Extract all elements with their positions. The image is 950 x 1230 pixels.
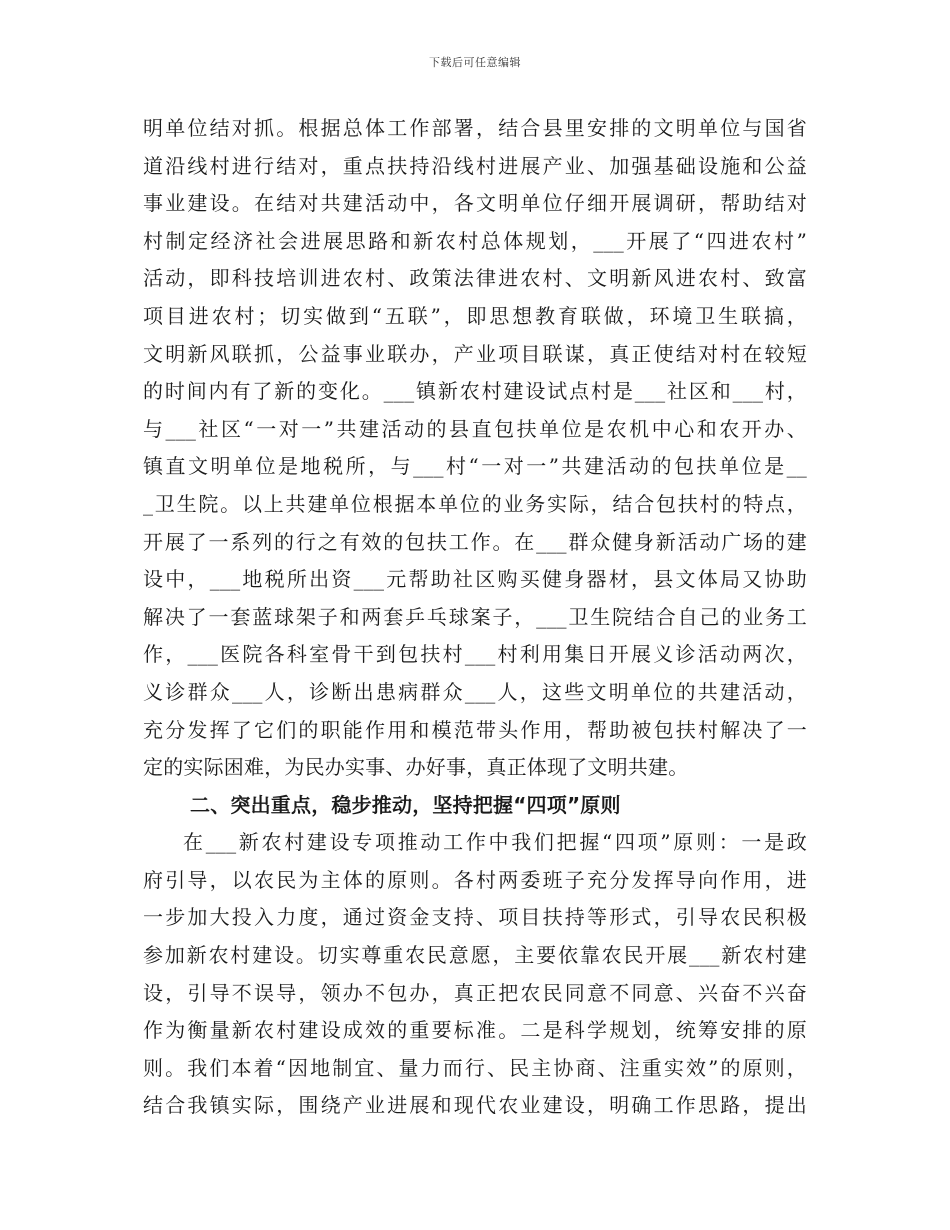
text-line: 结合我镇实际，围绕产业进展和现代农业建设，明确工作思路，提出 [143, 1093, 807, 1118]
text-line: 项目进农村；切实做到“五联”，即思想教育联做，环境卫生联搞， [143, 303, 807, 328]
text-line: 文明新风联抓，公益事业联办，产业项目联谋，真正使结对村在较短 [143, 341, 807, 366]
text-line: 定的实际困难，为民办实事、办好事，真正体现了文明共建。 [143, 755, 689, 780]
text-line: 事业建设。在结对共建活动中，各文明单位仔细开展调研，帮助结对 [143, 191, 807, 216]
text-line: _卫生院。以上共建单位根据本单位的业务实际，结合包扶村的特点， [143, 491, 807, 516]
text-line: 道沿线村进行结对，重点扶持沿线村进展产业、加强基础设施和公益 [143, 153, 807, 178]
text-line: 设，引导不误导，领办不包办，真正把农民同意不同意、兴奋不兴奋 [143, 980, 807, 1005]
text-line: 一步加大投入力度，通过资金支持、项目扶持等形式，引导农民积极 [143, 905, 807, 930]
text-line: 与___社区“一对一”共建活动的县直包扶单位是农机中心和农开办、 [143, 416, 807, 441]
text-line: 参加新农村建设。切实尊重农民意愿，主要依靠农民开展___新农村建 [143, 943, 807, 968]
section-heading: 二、突出重点，稳步推动，坚持把握“四项”原则 [190, 792, 621, 817]
text-line: 村制定经济社会进展思路和新农村总体规划，___开展了“四进农村” [143, 228, 807, 253]
text-line: 的时间内有了新的变化。___镇新农村建设试点村是___社区和___村， [143, 379, 807, 404]
text-line: 府引导，以农民为主体的原则。各村两委班子充分发挥导向作用，进 [143, 867, 807, 892]
text-line: 作为衡量新农村建设成效的重要标准。二是科学规划，统筹安排的原 [143, 1018, 807, 1043]
text-line: 明单位结对抓。根据总体工作部署，结合县里安排的文明单位与国省 [143, 116, 807, 140]
text-line: 开展了一系列的行之有效的包扶工作。在___群众健身新活动广场的建 [143, 529, 807, 554]
text-line: 在___新农村建设专项推动工作中我们把握“四项”原则：一是政 [183, 830, 807, 855]
text-line: 镇直文明单位是地税所，与___村“一对一”共建活动的包扶单位是__ [143, 454, 807, 479]
document-body [143, 110, 807, 1125]
text-line: 作，___医院各科室骨干到包扶村___村利用集日开展义诊活动两次， [143, 642, 807, 667]
text-line: 设中，___地税所出资___元帮助社区购买健身器材，县文体局又协助 [143, 567, 807, 592]
text-line: 则。我们本着“因地制宜、量力而行、民主协商、注重实效”的原则， [143, 1055, 807, 1080]
text-line: 充分发挥了它们的职能作用和模范带头作用，帮助被包扶村解决了一 [143, 717, 807, 742]
text-line: 活动，即科技培训进农村、政策法律进农村、文明新风进农村、致富 [143, 266, 807, 291]
text-line: 义诊群众___人，诊断出患病群众___人，这些文明单位的共建活动， [143, 679, 807, 704]
page-header: 下载后可任意编辑 [429, 56, 521, 69]
text-line: 解决了一套蓝球架子和两套乒乓球案子，___卫生院结合自己的业务工 [143, 604, 807, 629]
